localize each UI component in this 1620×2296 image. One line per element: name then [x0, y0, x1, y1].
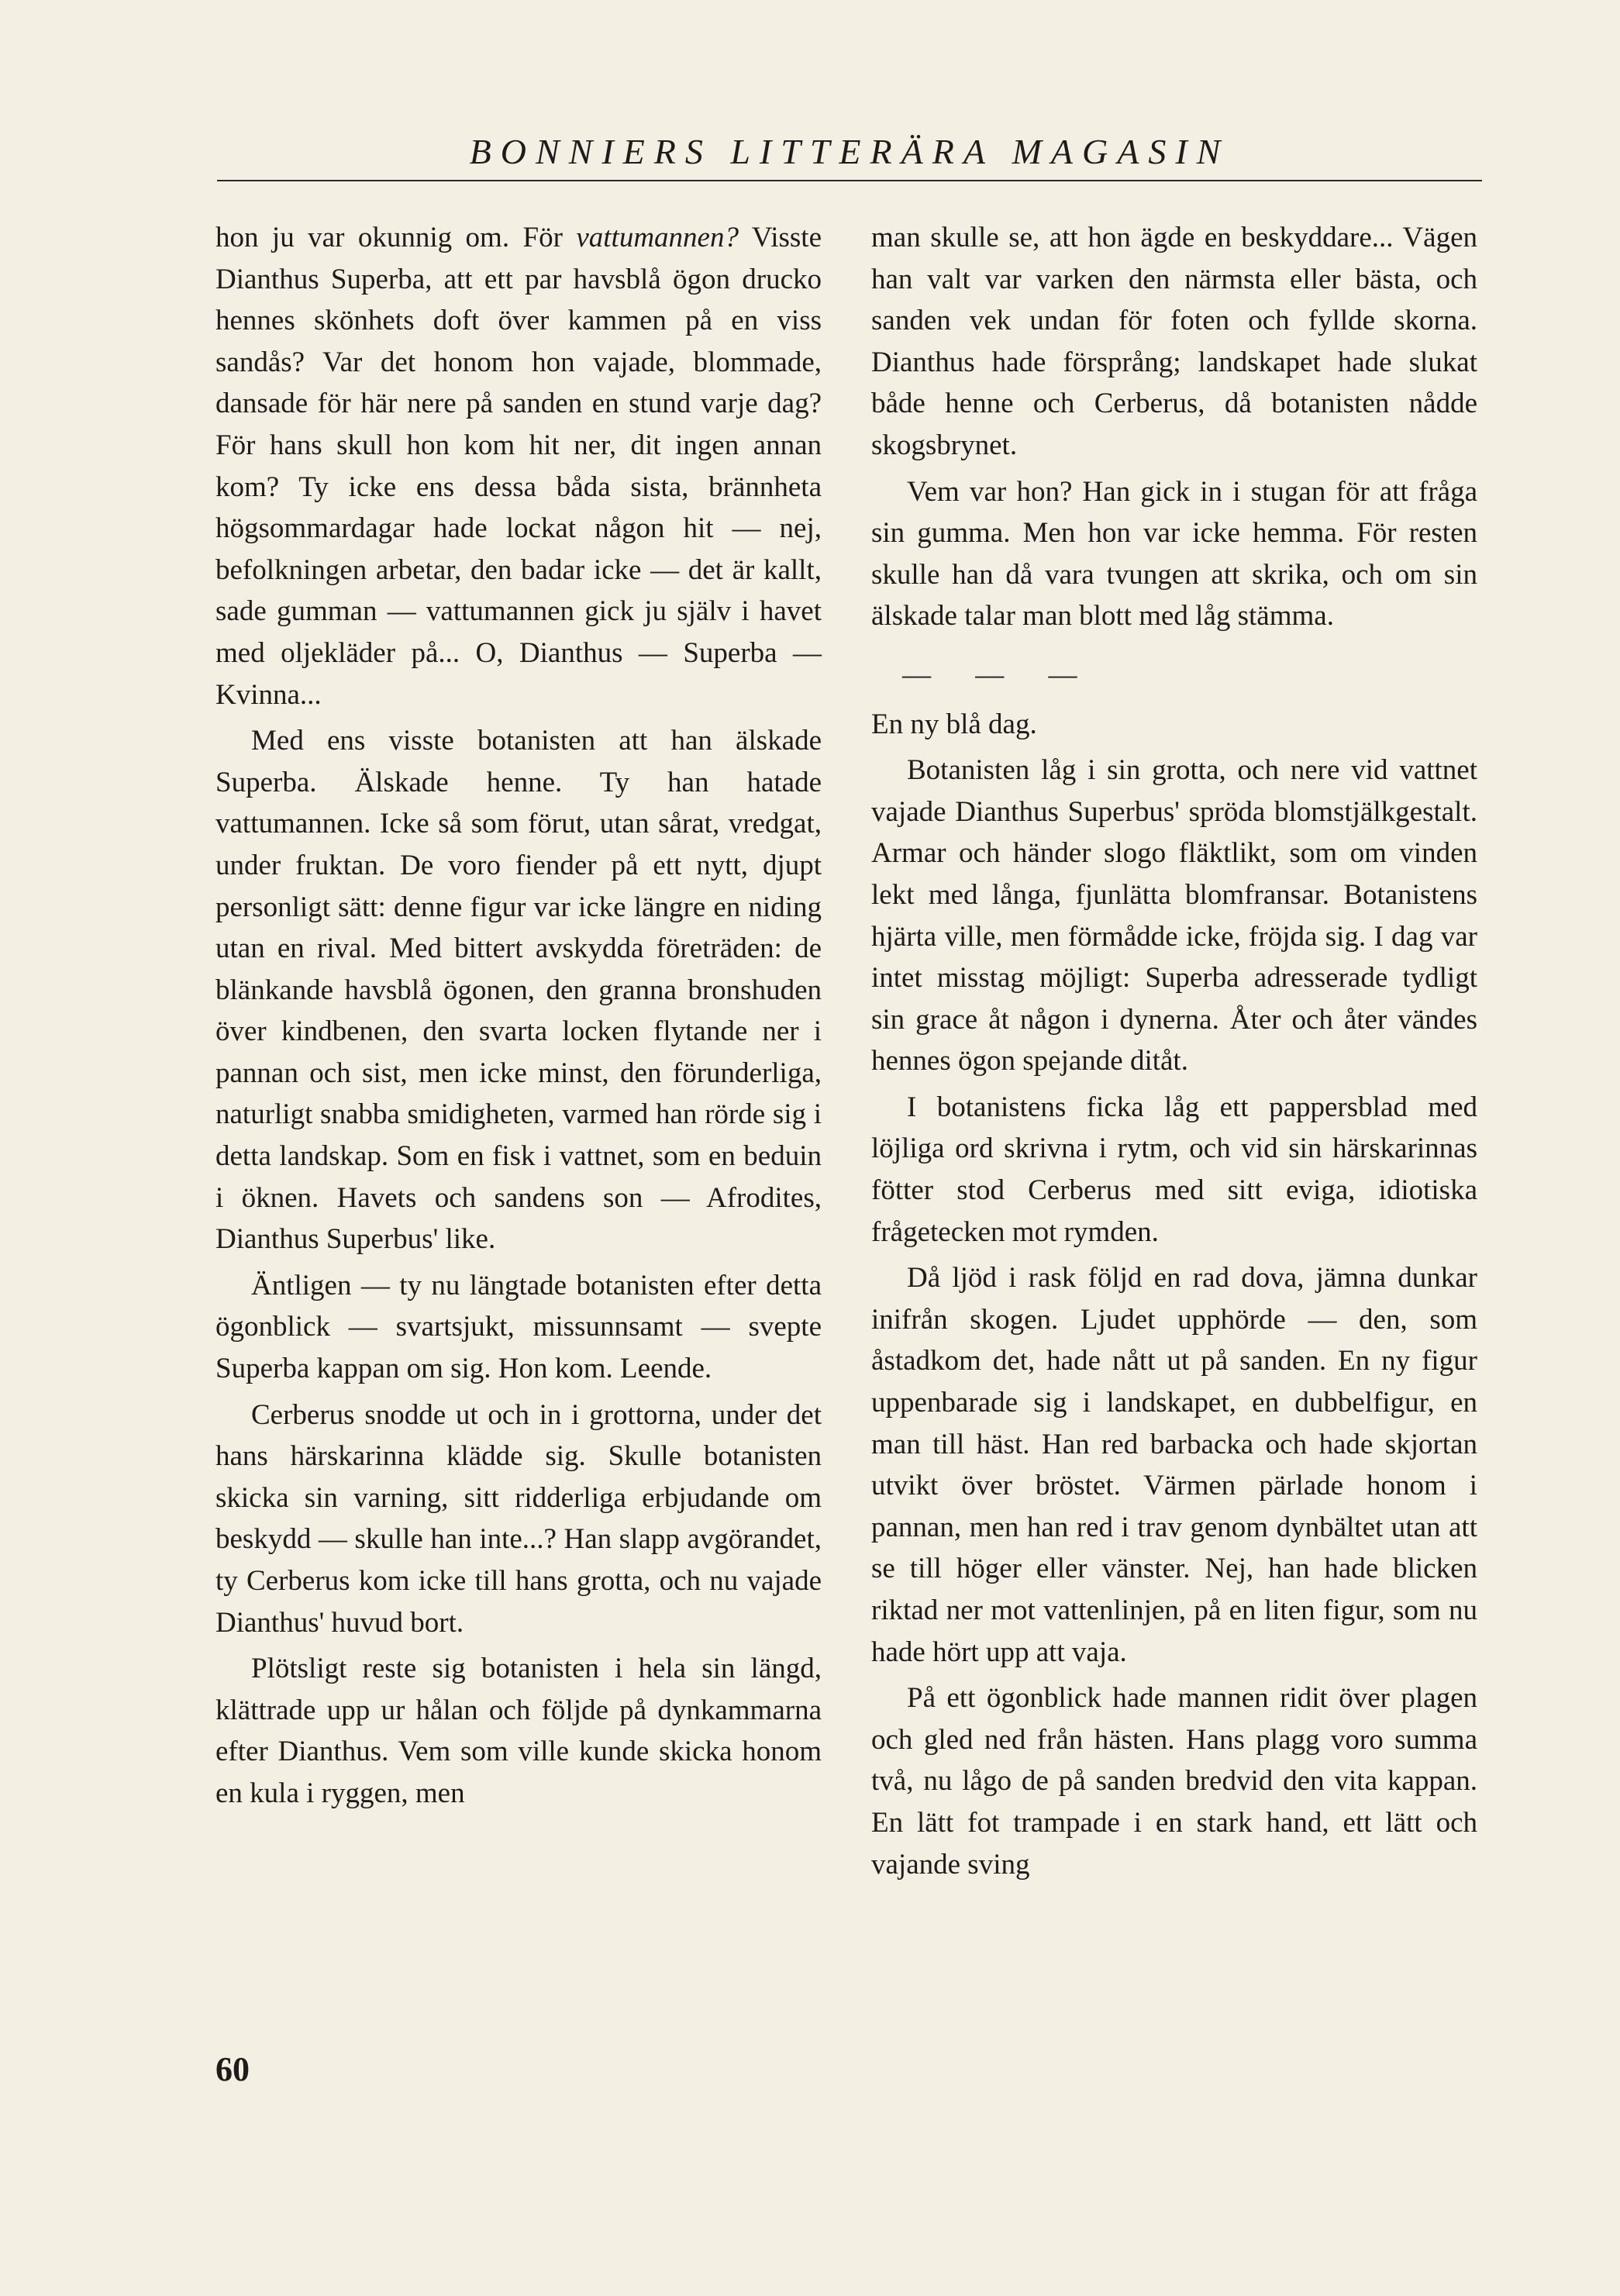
magazine-title: BONNIERS LITTERÄRA MAGASIN: [469, 132, 1230, 171]
page-number: 60: [215, 2050, 250, 2088]
page-header: [217, 124, 1482, 186]
paragraph: Cerberus snodde ut och in i grottorna, under det hans härskarinna klädde sig. Skulle botanisten skicka sin varning, sitt ridderliga erbjudande om beskydd — skulle han inte...? Han slapp avgörandet, ty Cerberus kom icke till hans grotta, och nu vajade Dianthus' huvud bort.: [215, 1398, 822, 1639]
paragraph-text: hon ju var okunnig om. För: [215, 222, 577, 253]
paragraph: Då ljöd i rask följd en rad dova, jämna dunkar inifrån skogen. Ljudet upphörde — den, som åstadkom det, hade nått ut på sanden. En ny figur uppenbarade sig i landskapet, en dubbelfigur, en man till häst. Han red barbacka och hade skjortan utvikt över bröstet. Värmen pärlade honom i pannan, men han red i trav genom dynbältet utan att se till höger eller vänster. Nej, han hade blicken riktad ner mot vattenlinjen, på en liten figur, som nu hade hört upp att vaja.: [871, 1262, 1477, 1668]
italic-text: vattumannen?: [576, 222, 739, 253]
left-column: [215, 217, 822, 1819]
right-column: [871, 217, 1477, 1890]
paragraph: Vem var hon? Han gick in i stugan för att fråga sin gumma. Men hon var icke hemma. För resten skulle han då vara tvungen att skrika, och om sin älskade talar man blott med låg stämma.: [871, 475, 1477, 633]
paragraph: På ett ögonblick hade mannen ridit över plagen och gled ned från hästen. Hans plagg voro summa två, nu lågo de på sanden bredvid den vita kappan. En lätt fot trampade i en stark hand, ett lätt och vajande sving: [871, 1682, 1477, 1881]
paragraph: man skulle se, att hon ägde en beskyddare... Vägen han valt var varken den närmsta eller bästa, och sanden vek undan för foten och fyllde skorna. Dianthus hade försprång; landskapet hade slukat både henne och Cerberus, då botanisten nådde skogsbrynet.: [871, 222, 1477, 461]
paragraph: Botanisten låg i sin grotta, och nere vid vattnet vajade Dianthus Superbus' spröda blomstjälkgestalt. Armar och händer slogo fläktlikt, som om vinden lekt med långa, fjunlätta blomfransar. Botanistens hjärta ville, men förmådde icke, fröjda sig. I dag var intet misstag möjligt: Superba adresserade tydligt sin grace åt någon i dynerna. Åter och åter vändes hennes ögon spejande ditåt.: [871, 754, 1477, 1077]
paragraph: Med ens visste botanisten att han älskade Superba. Älskade henne. Ty han hatade vattumannen. Icke så som förut, utan sårat, vredgat, under fruktan. De voro fiender på ett nytt, djupt personligt sätt: denne figur var icke längre en niding utan en rival. Med bittert avskydda företräden: de blänkande havsblå ögonen, den granna bronshuden över kindbenen, den svarta locken flytande ner i pannan och sist, men icke minst, den förunderliga, naturligt snabba smidigheten, varmed han rörde sig i detta landskap. Som en fisk i vattnet, som en beduin i öknen. Havets och sandens son — Afrodites, Dianthus Superbus' like.: [215, 725, 822, 1256]
paragraph: I botanistens ficka låg ett pappersblad med löjliga ord skrivna i rytm, och vid sin härskarinnas fötter stod Cerberus med sitt eviga, idiotiska frågetecken mot rymden.: [871, 1091, 1477, 1248]
paragraph-text: Visste Dianthus Superba, att ett par havsblå ögon drucko hennes skönhets doft över kammen på en viss sandås? Var det honom hon vajade, blommade, dansade för här nere på sanden en stund varje dag? För hans skull hon kom hit ner, dit ingen annan kom? Ty icke ens dessa båda sista, brännheta högsommardagar hade lockat någon hit — nej, befolkningen arbetar, den badar icke — det är kallt, sade gumman — vattumannen gick ju själv i havet med oljekläder på... O, Dianthus — Superba — Kvinna...: [215, 222, 822, 711]
paragraph: [215, 217, 822, 715]
header-rule: [217, 180, 1482, 181]
paragraph: Plötsligt reste sig botanisten i hela sin längd, klättrade upp ur hålan och följde på dynkammarna efter Dianthus. Vem som ville kunde skicka honom en kula i ryggen, men: [215, 1653, 822, 1809]
section-separator: — — —: [902, 658, 1096, 691]
paragraph: En ny blå dag.: [871, 708, 1037, 740]
paragraph: Äntligen — ty nu längtade botanisten efter detta ögonblick — svartsjukt, missunnsamt — svepte Superba kappan om sig. Hon kom. Leende.: [215, 1269, 822, 1385]
